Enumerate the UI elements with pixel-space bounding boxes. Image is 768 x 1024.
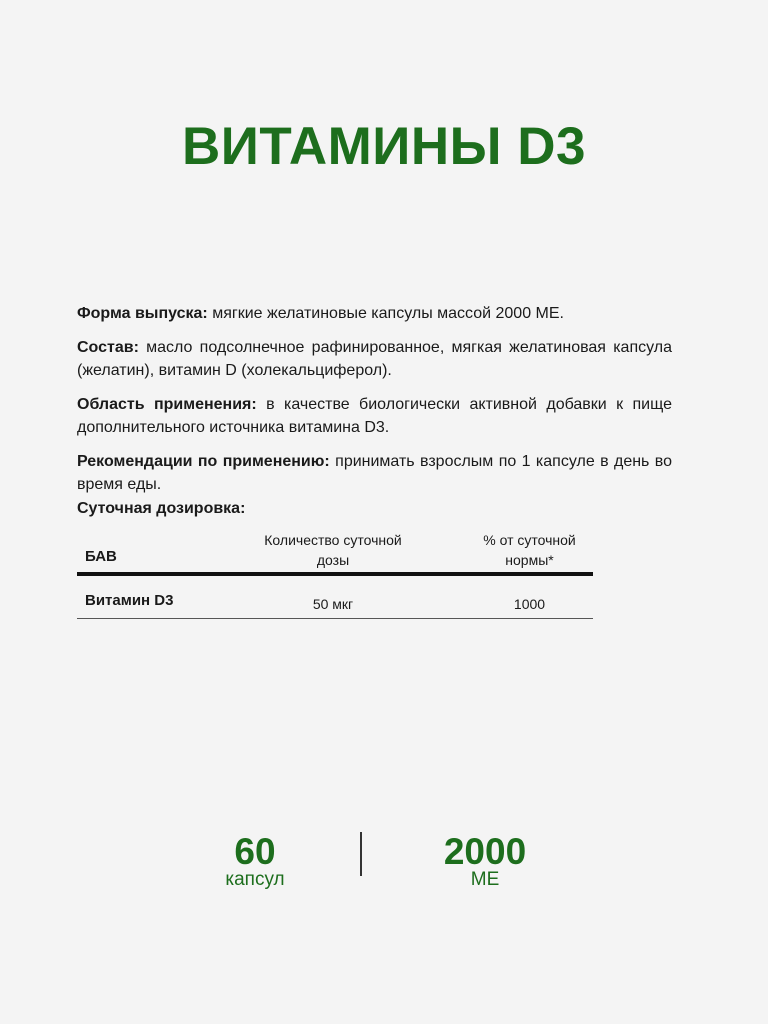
stats-divider bbox=[360, 832, 362, 876]
info-recommendations bbox=[77, 450, 672, 496]
info-label: Рекомендации по применению: bbox=[77, 453, 330, 470]
header-bav: БАВ bbox=[85, 548, 117, 565]
stat-me-unit: МЕ bbox=[470, 869, 500, 890]
header-dose-line2: дозы bbox=[316, 552, 350, 568]
header-norm bbox=[462, 530, 597, 570]
product-info bbox=[77, 302, 672, 507]
row-dose: 50 мкг bbox=[312, 596, 354, 612]
table-row bbox=[77, 576, 593, 619]
info-composition bbox=[77, 336, 672, 382]
stat-capsules bbox=[200, 831, 310, 890]
info-label: Область применения: bbox=[77, 396, 257, 413]
row-name: Витамин D3 bbox=[85, 592, 174, 609]
info-label: Состав: bbox=[77, 339, 139, 356]
header-norm-line2: нормы* bbox=[505, 552, 554, 568]
info-application bbox=[77, 393, 672, 439]
row-norm: 1000 bbox=[513, 596, 546, 612]
info-text: в качестве биологически активной добавки к пище дополнительного источника витамина D3. bbox=[77, 396, 673, 436]
stat-capsules-unit: капсул bbox=[225, 869, 285, 890]
header-dose bbox=[247, 530, 419, 570]
dosage-table bbox=[77, 528, 593, 619]
header-dose-line1: Количество суточной bbox=[264, 532, 402, 548]
stat-me-value: 2000 bbox=[443, 831, 527, 872]
stat-me bbox=[430, 831, 540, 890]
stat-capsules-value: 60 bbox=[234, 831, 276, 872]
table-header bbox=[77, 528, 593, 572]
info-text: принимать взрослым по 1 капсуле в день во время еды. bbox=[77, 453, 672, 493]
info-label: Форма выпуска: bbox=[77, 305, 208, 322]
dosage-title: Суточная дозировка: bbox=[77, 500, 246, 517]
page-title: ВИТАМИНЫ D3 bbox=[181, 117, 587, 176]
info-text: мягкие желатиновые капсулы массой 2000 МЕ. bbox=[207, 305, 564, 322]
info-release-form bbox=[77, 302, 672, 325]
header-norm-line1: % от суточной bbox=[483, 532, 576, 548]
info-text: масло подсолнечное рафинированное, мягкая желатиновая капсула (желатин), витамин D (холекальциферол). bbox=[77, 339, 672, 379]
